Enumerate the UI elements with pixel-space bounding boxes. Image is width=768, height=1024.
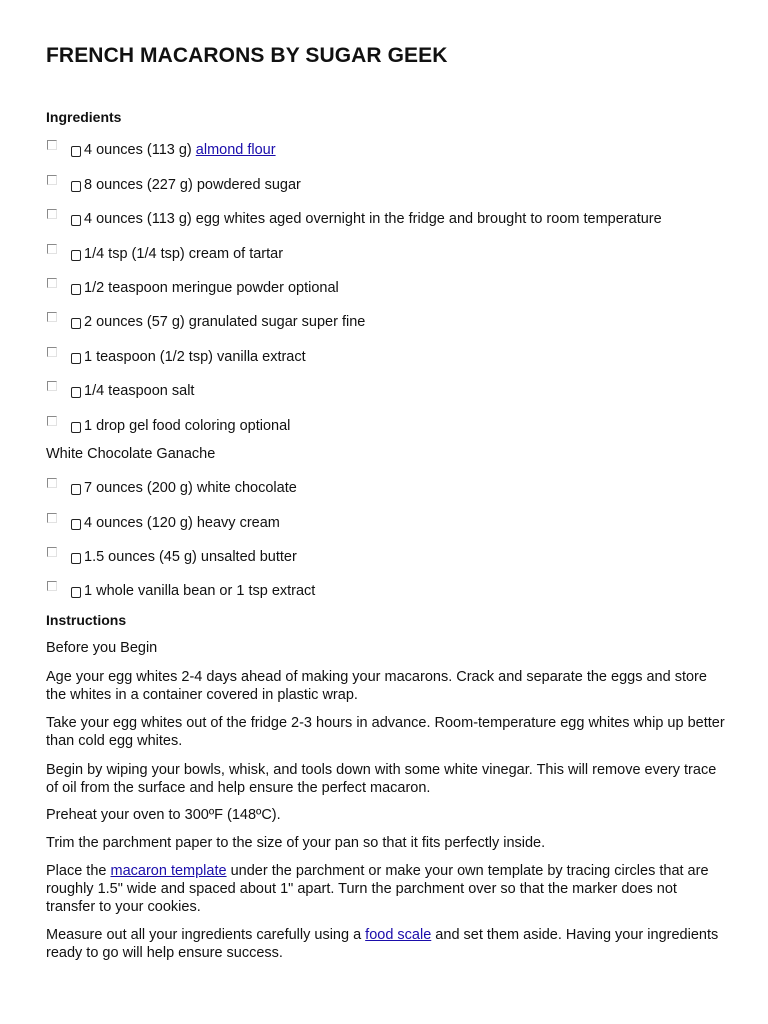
ingredient-checkbox[interactable] (47, 381, 57, 391)
ingredient-checkbox[interactable] (47, 140, 57, 150)
box-glyph-icon (71, 284, 81, 295)
box-glyph-icon (71, 250, 81, 261)
food-scale-link[interactable]: food scale (365, 927, 432, 943)
box-glyph-icon (71, 318, 81, 329)
box-glyph-icon (71, 519, 81, 530)
ingredient-row (46, 383, 746, 408)
ganache-row (46, 583, 746, 608)
box-glyph-icon (71, 181, 81, 192)
ingredient-checkbox[interactable] (47, 278, 57, 288)
ganache-row (46, 549, 746, 574)
instruction-paragraph: Preheat your oven to 300ºF (148ºC). (46, 807, 281, 823)
ingredient-checkbox[interactable] (47, 547, 57, 557)
ingredient-checkbox[interactable] (47, 312, 57, 322)
ingredient-checkbox[interactable] (47, 513, 57, 523)
instruction-paragraph: Take your egg whites out of the fridge 2-3 hours in advance. Room-temperature egg whites whip up better than cold egg whites. (46, 715, 725, 749)
ingredient-text: 4 ounces (113 g) egg whites aged overnight in the fridge and brought to room temperature (84, 211, 662, 227)
ganache-row (46, 480, 746, 505)
ingredient-row (46, 142, 746, 167)
ingredient-text: 1 drop gel food coloring optional (84, 418, 291, 434)
ingredient-text: 1/4 tsp (1/4 tsp) cream of tartar (84, 246, 284, 262)
ingredient-text: 1/4 teaspoon salt (84, 383, 195, 399)
box-glyph-icon (71, 553, 81, 564)
box-glyph-icon (71, 146, 81, 157)
ingredient-checkbox[interactable] (47, 416, 57, 426)
ingredient-text: 1.5 ounces (45 g) unsalted butter (84, 549, 297, 565)
ingredient-checkbox[interactable] (47, 347, 57, 357)
instruction-paragraph: Measure out all your ingredients carefully using a food scale and set them aside. Having your ingredients ready to go will help ensure success. (46, 927, 719, 961)
ingredient-text: 7 ounces (200 g) white chocolate (84, 480, 297, 496)
instruction-paragraph: Age your egg whites 2-4 days ahead of making your macarons. Crack and separate the eggs and store the whites in a container covered in plastic wrap. (46, 669, 707, 703)
ingredient-row (46, 418, 746, 443)
ingredient-text: 1/2 teaspoon meringue powder optional (84, 280, 339, 296)
box-glyph-icon (71, 484, 81, 495)
ingredient-row (46, 280, 746, 305)
ingredient-text: 2 ounces (57 g) granulated sugar super fine (84, 314, 366, 330)
ingredient-checkbox[interactable] (47, 244, 57, 254)
ingredient-row (46, 211, 746, 236)
box-glyph-icon (71, 353, 81, 364)
before-begin-heading: Before you Begin (46, 640, 158, 656)
ingredient-text: 1 whole vanilla bean or 1 tsp extract (84, 583, 316, 599)
box-glyph-icon (71, 587, 81, 598)
ingredient-row (46, 314, 746, 339)
ganache-row (46, 515, 746, 540)
ingredient-checkbox[interactable] (47, 175, 57, 185)
ingredient-text: 8 ounces (227 g) powdered sugar (84, 177, 301, 193)
ingredient-checkbox[interactable] (47, 478, 57, 488)
ingredient-text: 4 ounces (113 g) almond flour (84, 142, 276, 158)
ingredients-heading: Ingredients (46, 109, 122, 125)
instruction-paragraph: Place the macaron template under the parchment or make your own template by tracing circles that are roughly 1.5" wide and spaced about 1" apart. Turn the parchment over so that the marker does not transfer to your cookies. (46, 863, 709, 915)
ganache-heading: White Chocolate Ganache (46, 446, 216, 462)
box-glyph-icon (71, 387, 81, 398)
page-title: FRENCH MACARONS BY SUGAR GEEK (46, 44, 448, 67)
macaron-template-link[interactable]: macaron template (110, 863, 227, 879)
ingredient-text: 1 teaspoon (1/2 tsp) vanilla extract (84, 349, 306, 365)
ingredient-text: 4 ounces (120 g) heavy cream (84, 515, 280, 531)
ingredient-checkbox[interactable] (47, 581, 57, 591)
box-glyph-icon (71, 422, 81, 433)
ingredient-checkbox[interactable] (47, 209, 57, 219)
almond-flour-link[interactable]: almond flour (195, 142, 276, 158)
instructions-heading: Instructions (46, 612, 127, 628)
box-glyph-icon (71, 215, 81, 226)
ingredient-row (46, 177, 746, 202)
instruction-paragraph: Trim the parchment paper to the size of your pan so that it fits perfectly inside. (46, 835, 546, 851)
ingredient-row (46, 246, 746, 271)
instruction-paragraph: Begin by wiping your bowls, whisk, and tools down with some white vinegar. This will remove every trace of oil from the surface and help ensure the perfect macaron. (46, 762, 717, 796)
ingredient-row (46, 349, 746, 374)
